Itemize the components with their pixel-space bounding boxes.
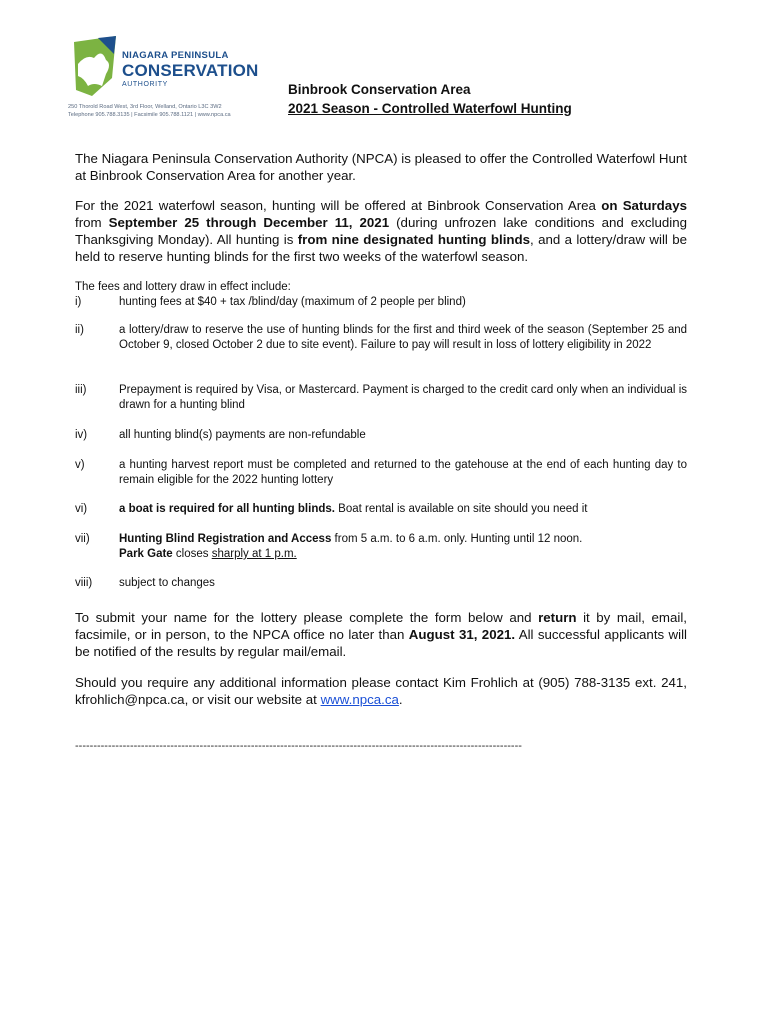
intro-paragraph: The Niagara Peninsula Conservation Authority (NPCA) is pleased to offer the Controlled Waterfowl Hunt at Binbrook Conservation Area for another year.: [75, 151, 687, 183]
logo-line-authority: AUTHORITY: [122, 81, 168, 88]
submit-text-3: All successful applicants will be notified of the results by regular mail/email.: [75, 627, 687, 659]
list-item-bold: Hunting Blind Registration and Access: [119, 533, 332, 545]
list-item-text: a lottery/draw to reserve the use of hunting blinds for the first and third week of the season (September 25 and October 9, closed October 2 due to site event). Failure to pay will result in loss of lottery eligibility in 2022: [119, 324, 687, 351]
list-item-underline: sharply at 1 p.m.: [211, 548, 297, 560]
list-item-text: [119, 532, 687, 562]
list-item-rest: from 5 a.m. to 6 a.m. only. Hunting until 12 noon.: [331, 533, 583, 545]
season-paragraph: [75, 197, 687, 265]
list-item-text: subject to changes: [119, 577, 215, 589]
list-item-text: [119, 502, 687, 517]
list-item-bold-park-gate: Park Gate: [119, 548, 173, 560]
npca-leaf-logo-icon: [68, 34, 122, 100]
list-item-text: a hunting harvest report must be completed and returned to the gatehouse at the end of each hunting day to remain eligible for the 2022 hunting lottery: [119, 459, 687, 486]
list-item-number: iv): [75, 429, 88, 441]
fees-intro: The fees and lottery draw in effect include:: [75, 281, 291, 293]
list-item-text: all hunting blind(s) payments are non-refundable: [119, 429, 366, 441]
season-text-1: For the 2021 waterfowl season, hunting will be offered at Binbrook Conservation Area: [75, 198, 602, 213]
document-subtitle: 2021 Season - Controlled Waterfowl Hunting: [288, 101, 572, 116]
list-item-number: vii): [75, 533, 90, 545]
submit-text-2: it by mail, email, facsimile, or in person, to the NPCA office no later than: [75, 610, 688, 642]
list-item-text: Prepayment is required by Visa, or Mastercard. Payment is charged to the credit card only when an individual is drawn for a hunting blind: [119, 384, 687, 411]
list-item-number: viii): [75, 577, 93, 589]
submit-paragraph: [75, 609, 687, 660]
logo-address-line1: 250 Thorold Road West, 3rd Floor, Welland, Ontario L3C 3W2: [68, 104, 222, 110]
logo-address: [68, 104, 231, 119]
list-item-text: hunting fees at $40 + tax /blind/day (maximum of 2 people per blind): [119, 296, 466, 308]
list-item-number: iii): [75, 384, 87, 396]
list-item-number: i): [75, 296, 82, 308]
document-title: Binbrook Conservation Area: [288, 82, 471, 97]
logo-line-conservation: CONSERVATION: [122, 61, 259, 80]
document-header: [288, 80, 572, 118]
website-link[interactable]: www.npca.ca: [320, 692, 399, 707]
list-item-rest: Boat rental is available on site should you need it: [334, 503, 588, 515]
season-text-4: , and a lottery/draw will be held to reserve hunting blinds for the first two weeks of the waterfowl season.: [75, 232, 687, 264]
list-item-number: v): [75, 459, 85, 471]
submit-bold-deadline: August 31, 2021.: [408, 627, 516, 642]
submit-text-1: To submit your name for the lottery please complete the form below and: [75, 610, 539, 625]
season-bold-saturdays: on Saturdays: [601, 198, 687, 213]
season-text-2: from: [75, 215, 109, 230]
submit-bold-return: return: [538, 610, 577, 625]
list-item-bold: a boat is required for all hunting blinds.: [119, 503, 335, 515]
contact-text-2: .: [398, 692, 403, 707]
npca-logo: [68, 34, 278, 124]
contact-paragraph: [75, 674, 687, 708]
season-bold-blinds: from nine designated hunting blinds: [297, 232, 531, 247]
logo-line-niagara: NIAGARA PENINSULA: [122, 50, 229, 61]
list-item-number: vi): [75, 503, 88, 515]
logo-address-line2: Telephone 905.788.3135 | Facsimile 905.788.1121 | www.npca.ca: [68, 111, 231, 118]
list-item-number: ii): [75, 324, 84, 336]
contact-text-1: Should you require any additional information please contact Kim Frohlich at (905) 788-3135 ext. 241, kfrohlich@npca.ca, or visit our website at: [75, 675, 687, 707]
season-text-3: (during unfrozen lake conditions and excluding Thanksgiving Monday). All hunting is: [75, 215, 687, 247]
cut-line-divider: --------------------------------------------------------------------------------------------------------------------------: [75, 740, 522, 752]
list-item-rest-2: closes: [172, 548, 212, 560]
season-bold-dates: September 25 through December 11, 2021: [108, 215, 390, 230]
